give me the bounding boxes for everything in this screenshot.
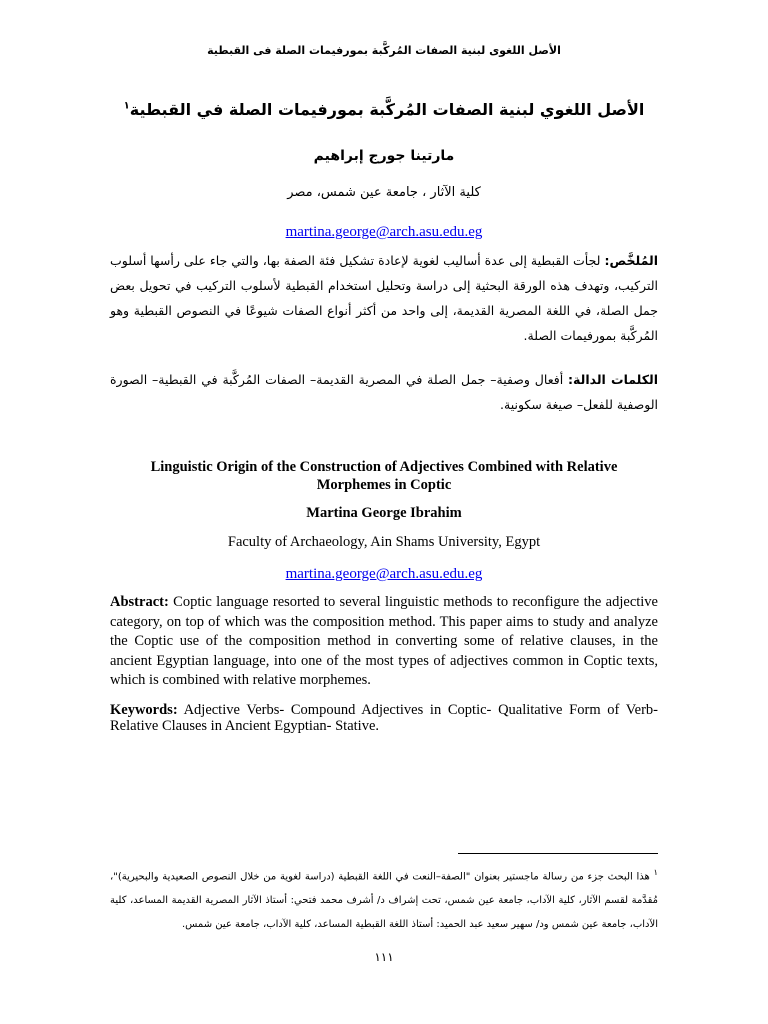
arabic-author: مارتينا جورج إبراهيم (313, 148, 455, 164)
arabic-abstract-text: لجأت القبطية إلى عدة أساليب لغوية لإعادة تشكيل فئة الصفة بها، والتي جاء على رأسها أسلوب التركيب، وتهدف هذه الورقة البحثية إلى دراسة وتحليل استخدام القبطية لأسلوب التركيب في تحويل بعض جمل الصلة، في اللغة المصرية القديمة، إلى واحد من أكثر أنواع الصفات شيوعًا في النصوص القبطية وهو المُركَّبة بمورفيمات الصلة. (110, 253, 658, 343)
page-number: ١١١ (374, 950, 394, 964)
arabic-affiliation: كلية الآثار ، جامعة عين شمس، مصر (287, 185, 481, 200)
arabic-email-link[interactable]: martina.george@arch.asu.edu.eg (285, 224, 483, 240)
arabic-title-text: الأصل اللغوي لبنية الصفات المُركَّبة بمورفيمات الصلة في القبطية (129, 100, 645, 119)
english-author: Martina George Ibrahim (306, 505, 462, 521)
arabic-keywords (110, 367, 658, 417)
arabic-keywords-label: الكلمات الدالة: (568, 372, 659, 387)
arabic-abstract-label: المُلخَّص: (604, 253, 658, 268)
footnote-mark: ١ (653, 867, 658, 877)
footnote-separator (458, 853, 658, 854)
arabic-title (60, 100, 708, 119)
english-title: Linguistic Origin of the Construction of Adjectives Combined with Relative Morphemes in Coptic (150, 459, 618, 493)
english-email-row (0, 563, 768, 583)
english-email-link[interactable]: martina.george@arch.asu.edu.eg (285, 566, 483, 582)
english-affiliation: Faculty of Archaeology, Ain Shams University, Egypt (227, 534, 541, 550)
arabic-email-row (0, 221, 768, 241)
english-keywords-text: Adjective Verbs- Compound Adjectives in Coptic- Qualitative Form of Verb- Relative Clauses in Ancient Egyptian- Stative. (110, 702, 658, 734)
english-keywords-label: Keywords: (110, 702, 178, 718)
english-keywords (110, 702, 658, 734)
title-footnote-mark[interactable]: ١ (123, 100, 130, 112)
running-head: الأصل اللغوى لبنية الصفات المُركَّبة بمورفيمات الصلة فى القبطية (207, 44, 561, 57)
arabic-abstract (110, 248, 658, 348)
footnote-text: هذا البحث جزء من رسالة ماجستير بعنوان "الصفة–النعت في اللغة القبطية (دراسة لغوية من خلال النصوص الصعيدية والبحيرية)"، مُقدَّمة لقسم الآثار، كلية الآداب، جامعة عين شمس، تحت إشراف د/ أشرف محمد فتحي: أستاذ الآثار المصرية القديمة المساعد، كلية الآداب، جامعة عين شمس ود/ سهير سعيد عبد الحميد: أستاذ اللغة القبطية المساعد، كلية الآداب، جامعة عين شمس. (110, 871, 658, 931)
english-abstract-text: Coptic language resorted to several linguistic methods to reconfigure the adjective category, on top of which was the composition method. This paper aims to study and analyze the Coptic use of the composition method in converting some of relative clauses, in the ancient Egyptian language, into one of the most types of adjectives common in Coptic texts, which is combined with relative morphemes. (110, 594, 658, 688)
english-abstract (110, 593, 658, 691)
footnote (110, 860, 658, 937)
arabic-keywords-text: أفعال وصفية– جمل الصلة في المصرية القديمة– الصفات المُركَّبة في القبطية– الصورة الوصفية للفعل– صيغة سكونية. (110, 372, 658, 412)
english-abstract-label: Abstract: (110, 594, 169, 610)
